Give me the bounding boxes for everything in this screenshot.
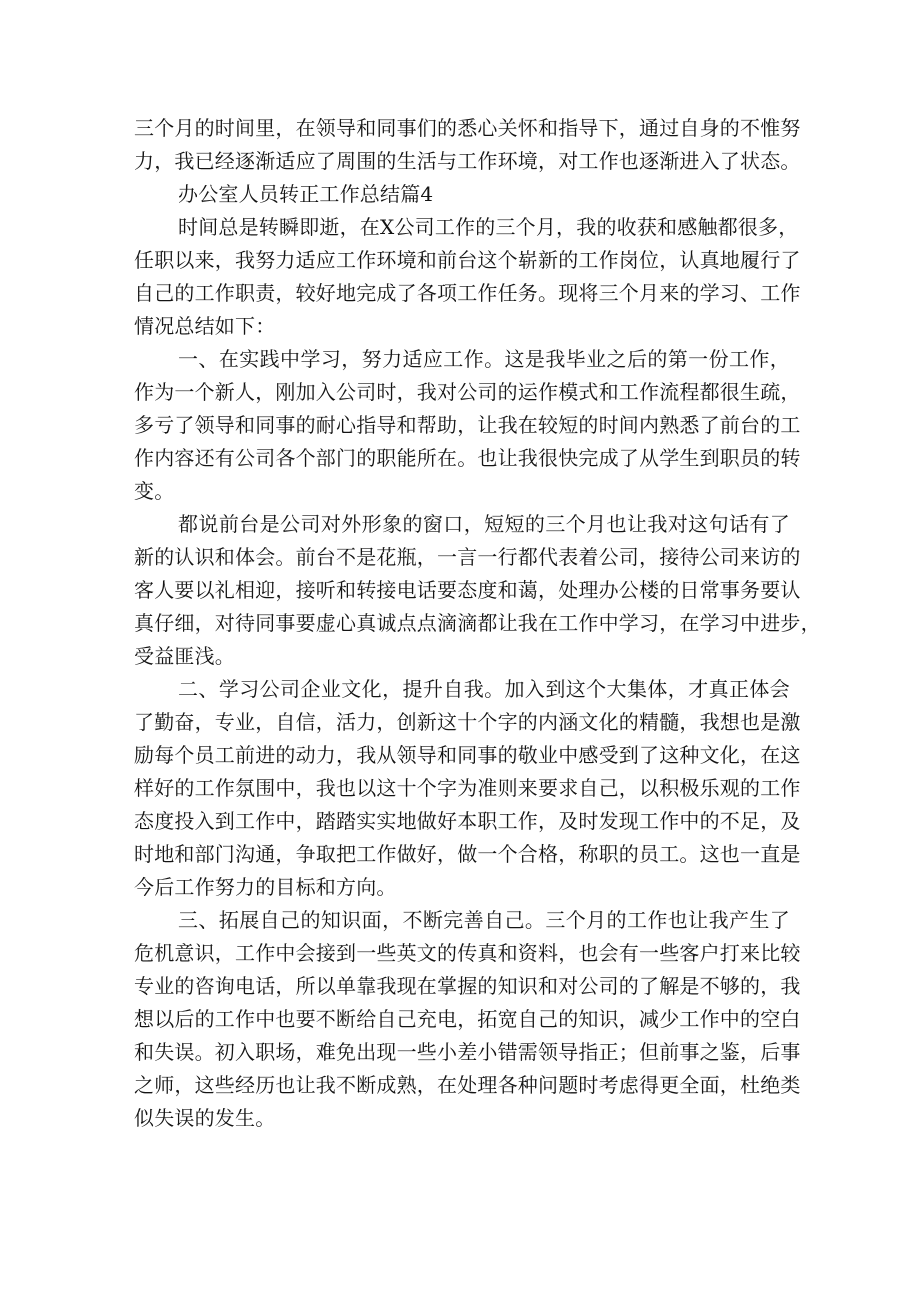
text-line: 多亏了领导和同事的耐心指导和帮助，让我在较短的时间内熟悉了前台的工: [134, 413, 801, 437]
text-line: 真仔细，对待同事要虚心真诚点点滴滴都让我在工作中学习，在学习中进步，: [134, 611, 821, 635]
text-line: 变。: [134, 479, 175, 503]
text-line: 专业的咨询电话，所以单靠我现在掌握的知识和对公司的了解是不够的，我: [134, 974, 801, 998]
text-line: 危机意识，工作中会接到一些英文的传真和资料，也会有一些客户打来比较: [134, 941, 801, 965]
text-line: 似失误的发生。: [134, 1106, 276, 1130]
text-line: 时间总是转瞬即逝，在X公司工作的三个月，我的收获和感触都很多，: [178, 215, 799, 239]
text-line: 作为一个新人，刚加入公司时，我对公司的运作模式和工作流程都很生疏，: [134, 380, 801, 404]
text-line: 自己的工作职责，较好地完成了各项工作任务。现将三个月来的学习、工作: [134, 281, 801, 305]
text-line: 想以后的工作中也要不断给自己充电，拓宽自己的知识，减少工作中的空白: [134, 1007, 801, 1031]
text-line: 二、学习公司企业文化，提升自我。加入到这个大集体，才真正体会: [178, 677, 790, 701]
text-line: 时地和部门沟通，争取把工作做好，做一个合格，称职的员工。这也一直是: [134, 842, 801, 866]
text-line: 客人要以礼相迎，接听和转接电话要态度和蔼，处理办公楼的日常事务要认: [134, 578, 801, 602]
text-line: 受益匪浅。: [134, 644, 235, 668]
text-line: 新的认识和体会。前台不是花瓶，一言一行都代表着公司，接待公司来访的: [134, 545, 801, 569]
text-line: 三、拓展自己的知识面，不断完善自己。三个月的工作也让我产生了: [178, 908, 790, 932]
text-line: 三个月的时间里，在领导和同事们的悉心关怀和指导下，通过自身的不惟努: [134, 116, 801, 140]
text-line: 任职以来，我努力适应工作环境和前台这个崭新的工作岗位，认真地履行了: [134, 248, 801, 272]
text-line: 都说前台是公司对外形象的窗口，短短的三个月也让我对这句话有了: [178, 512, 790, 536]
text-line: 今后工作努力的目标和方向。: [134, 875, 397, 899]
text-line: 了勤奋，专业，自信，活力，创新这十个字的内涵文化的精髓，我想也是激: [134, 710, 801, 734]
text-line: 和失误。初入职场，难免出现一些小差小错需领导指正；但前事之鉴，后事: [134, 1040, 801, 1064]
text-line: 一、在实践中学习，努力适应工作。这是我毕业之后的第一份工作，: [178, 347, 790, 371]
text-line: 力，我已经逐渐适应了周围的生活与工作环境，对工作也逐渐进入了状态。: [134, 149, 801, 173]
text-line: 情况总结如下：: [134, 314, 276, 338]
text-line: 之师，这些经历也让我不断成熟，在处理各种问题时考虑得更全面，杜绝类: [134, 1073, 801, 1097]
text-line: 励每个员工前进的动力，我从领导和同事的敬业中感受到了这种文化，在这: [134, 743, 801, 767]
text-line: 作内容还有公司各个部门的职能所在。也让我很快完成了从学生到职员的转: [134, 446, 801, 470]
section-heading: 办公室人员转正工作总结篇4: [178, 182, 434, 206]
text-line: 态度投入到工作中，踏踏实实地做好本职工作，及时发现工作中的不足，及: [134, 809, 801, 833]
text-line: 样好的工作氛围中，我也以这十个字为准则来要求自己，以积极乐观的工作: [134, 776, 801, 800]
